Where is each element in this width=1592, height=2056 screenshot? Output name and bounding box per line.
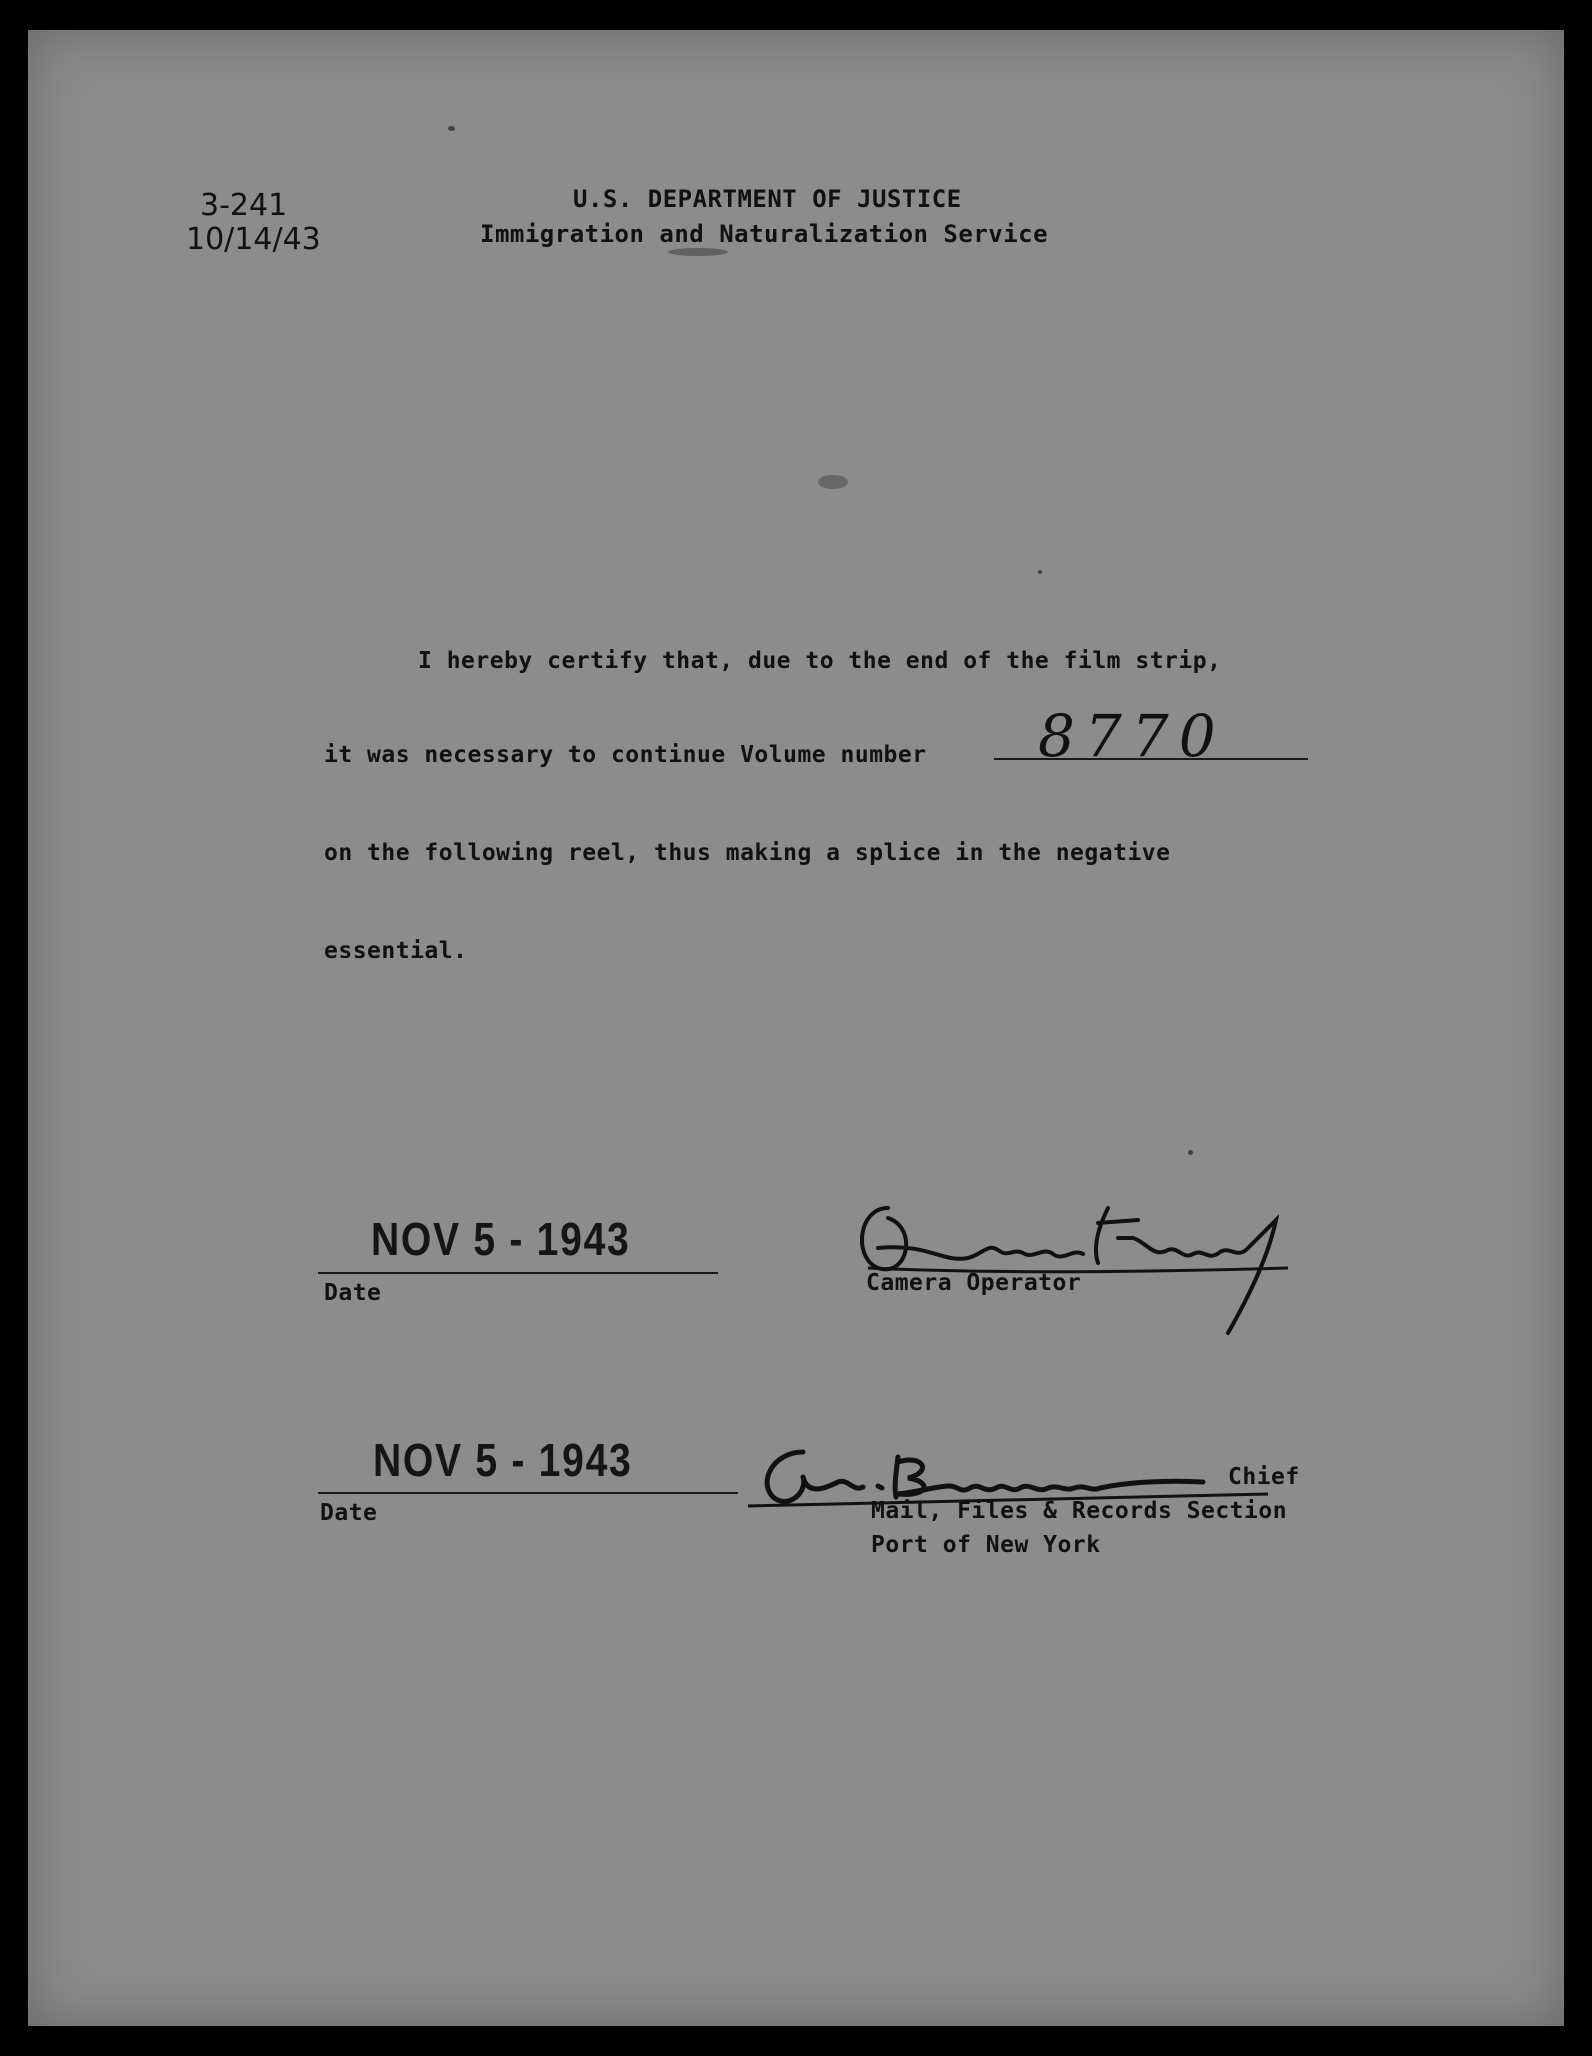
- volume-number: 8770: [1038, 702, 1226, 770]
- service-heading: Immigration and Naturalization Service: [480, 220, 1049, 248]
- section-title-label: Mail, Files & Records Section: [871, 1498, 1288, 1524]
- document-page: [28, 30, 1564, 2026]
- scan-speck: [448, 126, 455, 131]
- date-line-2: [318, 1492, 738, 1494]
- certification-line-3: on the following reel, thus making a splice in the negative: [324, 840, 1171, 866]
- form-number: 3-241: [200, 188, 288, 223]
- date-label-1: Date: [324, 1280, 382, 1306]
- department-heading: U.S. DEPARTMENT OF JUSTICE: [573, 185, 962, 213]
- certification-line-1: I hereby certify that, due to the end of the film strip,: [418, 648, 1222, 674]
- certification-line-4: essential.: [324, 938, 468, 964]
- date-label-2: Date: [320, 1500, 378, 1526]
- certification-line-2: it was necessary to continue Volume number: [324, 742, 927, 768]
- form-date: 10/14/43: [186, 222, 321, 257]
- camera-operator-label: Camera Operator: [866, 1270, 1082, 1296]
- scan-speck: [668, 248, 728, 256]
- scan-speck: [1038, 570, 1042, 574]
- camera-operator-signature: [848, 1188, 1308, 1338]
- date-line-1: [318, 1272, 718, 1274]
- scan-speck: [1188, 1150, 1193, 1155]
- port-label: Port of New York: [871, 1532, 1101, 1558]
- date-stamp-2: NOV 5 - 1943: [373, 1434, 633, 1486]
- chief-label: Chief: [1228, 1464, 1300, 1490]
- scan-speck: [818, 475, 848, 489]
- date-stamp-1: NOV 5 - 1943: [371, 1213, 631, 1265]
